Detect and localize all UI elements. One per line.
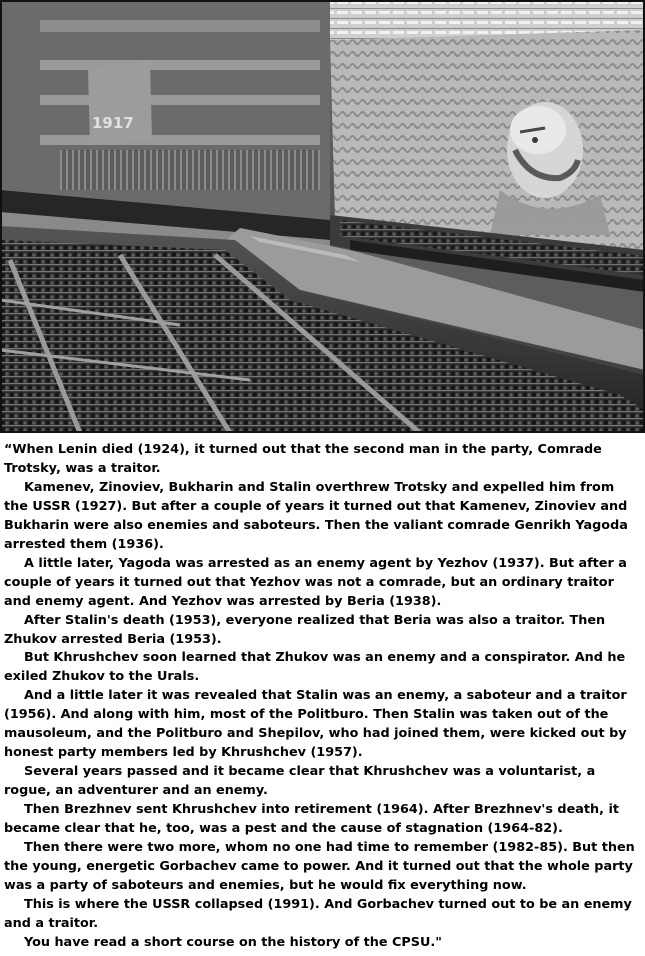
banner-year: 1917 (92, 114, 134, 132)
paragraph-5: But Khrushchev soon learned that Zhukov was an enemy and a conspirator. And he exiled Zhukov to the Urals. (4, 650, 626, 685)
paragraph-6: And a little later it was revealed that Stalin was an enemy, a saboteur and a traitor (1956). And along with him, most of the Politburo. Then Stalin was taken out of the mausoleum, and the Politburo and Shepilov, who had joined them, were kicked out by honest party members led by Khrushchev (1957). (4, 688, 627, 761)
paragraph-1: “When Lenin died (1924), it turned out that the second man in the party, Comrade Trotsky, was a traitor. (4, 442, 602, 476)
paragraph-9: Then there were two more, whom no one had time to remember (1982-85). But then the young, energetic Gorbachev came to power. And it turned out that the whole party was a party of saboteurs and enemies, but he would fix everything now. (4, 840, 635, 893)
paragraph-2: Kamenev, Zinoviev, Bukharin and Stalin overthrew Trotsky and expelled him from the USSR (1927). But after a couple of years it turned out that Kamenev, Zinoviev and Bukharin were also enemies and saboteurs. Then the valiant comrade Genrikh Yagoda arrested them (1936). (4, 479, 628, 552)
paragraph-4: After Stalin's death (1953), everyone realized that Beria was also a traitor. Then Zhukov arrested Beria (1953). (4, 612, 606, 647)
paragraph-3: A little later, Yagoda was arrested as an enemy agent by Yezhov (1937). But after a couple of years it turned out that Yezhov was not a comrade, but an ordinary traitor and enemy agent. And Yezhov was arrested by Beria (1938). (4, 555, 627, 609)
paragraph-8: Then Brezhnev sent Khrushchev into retirement (1964). After Brezhnev's death, it became clear that he, too, was a pest and the cause of stagnation (1964-82). (4, 802, 619, 837)
paragraph-7: Several years passed and it became clear that Khrushchev was a voluntarist, a rogue, an adventurer and an enemy. (4, 764, 596, 799)
paragraph-10: This is where the USSR collapsed (1991). And Gorbachev turned out to be an enemy and a traitor. (4, 896, 632, 931)
quote-text-block (4, 441, 640, 953)
paragraph-11: You have read a short course on the history of the CPSU." (24, 934, 442, 950)
congress-hall-photo (0, 0, 645, 433)
